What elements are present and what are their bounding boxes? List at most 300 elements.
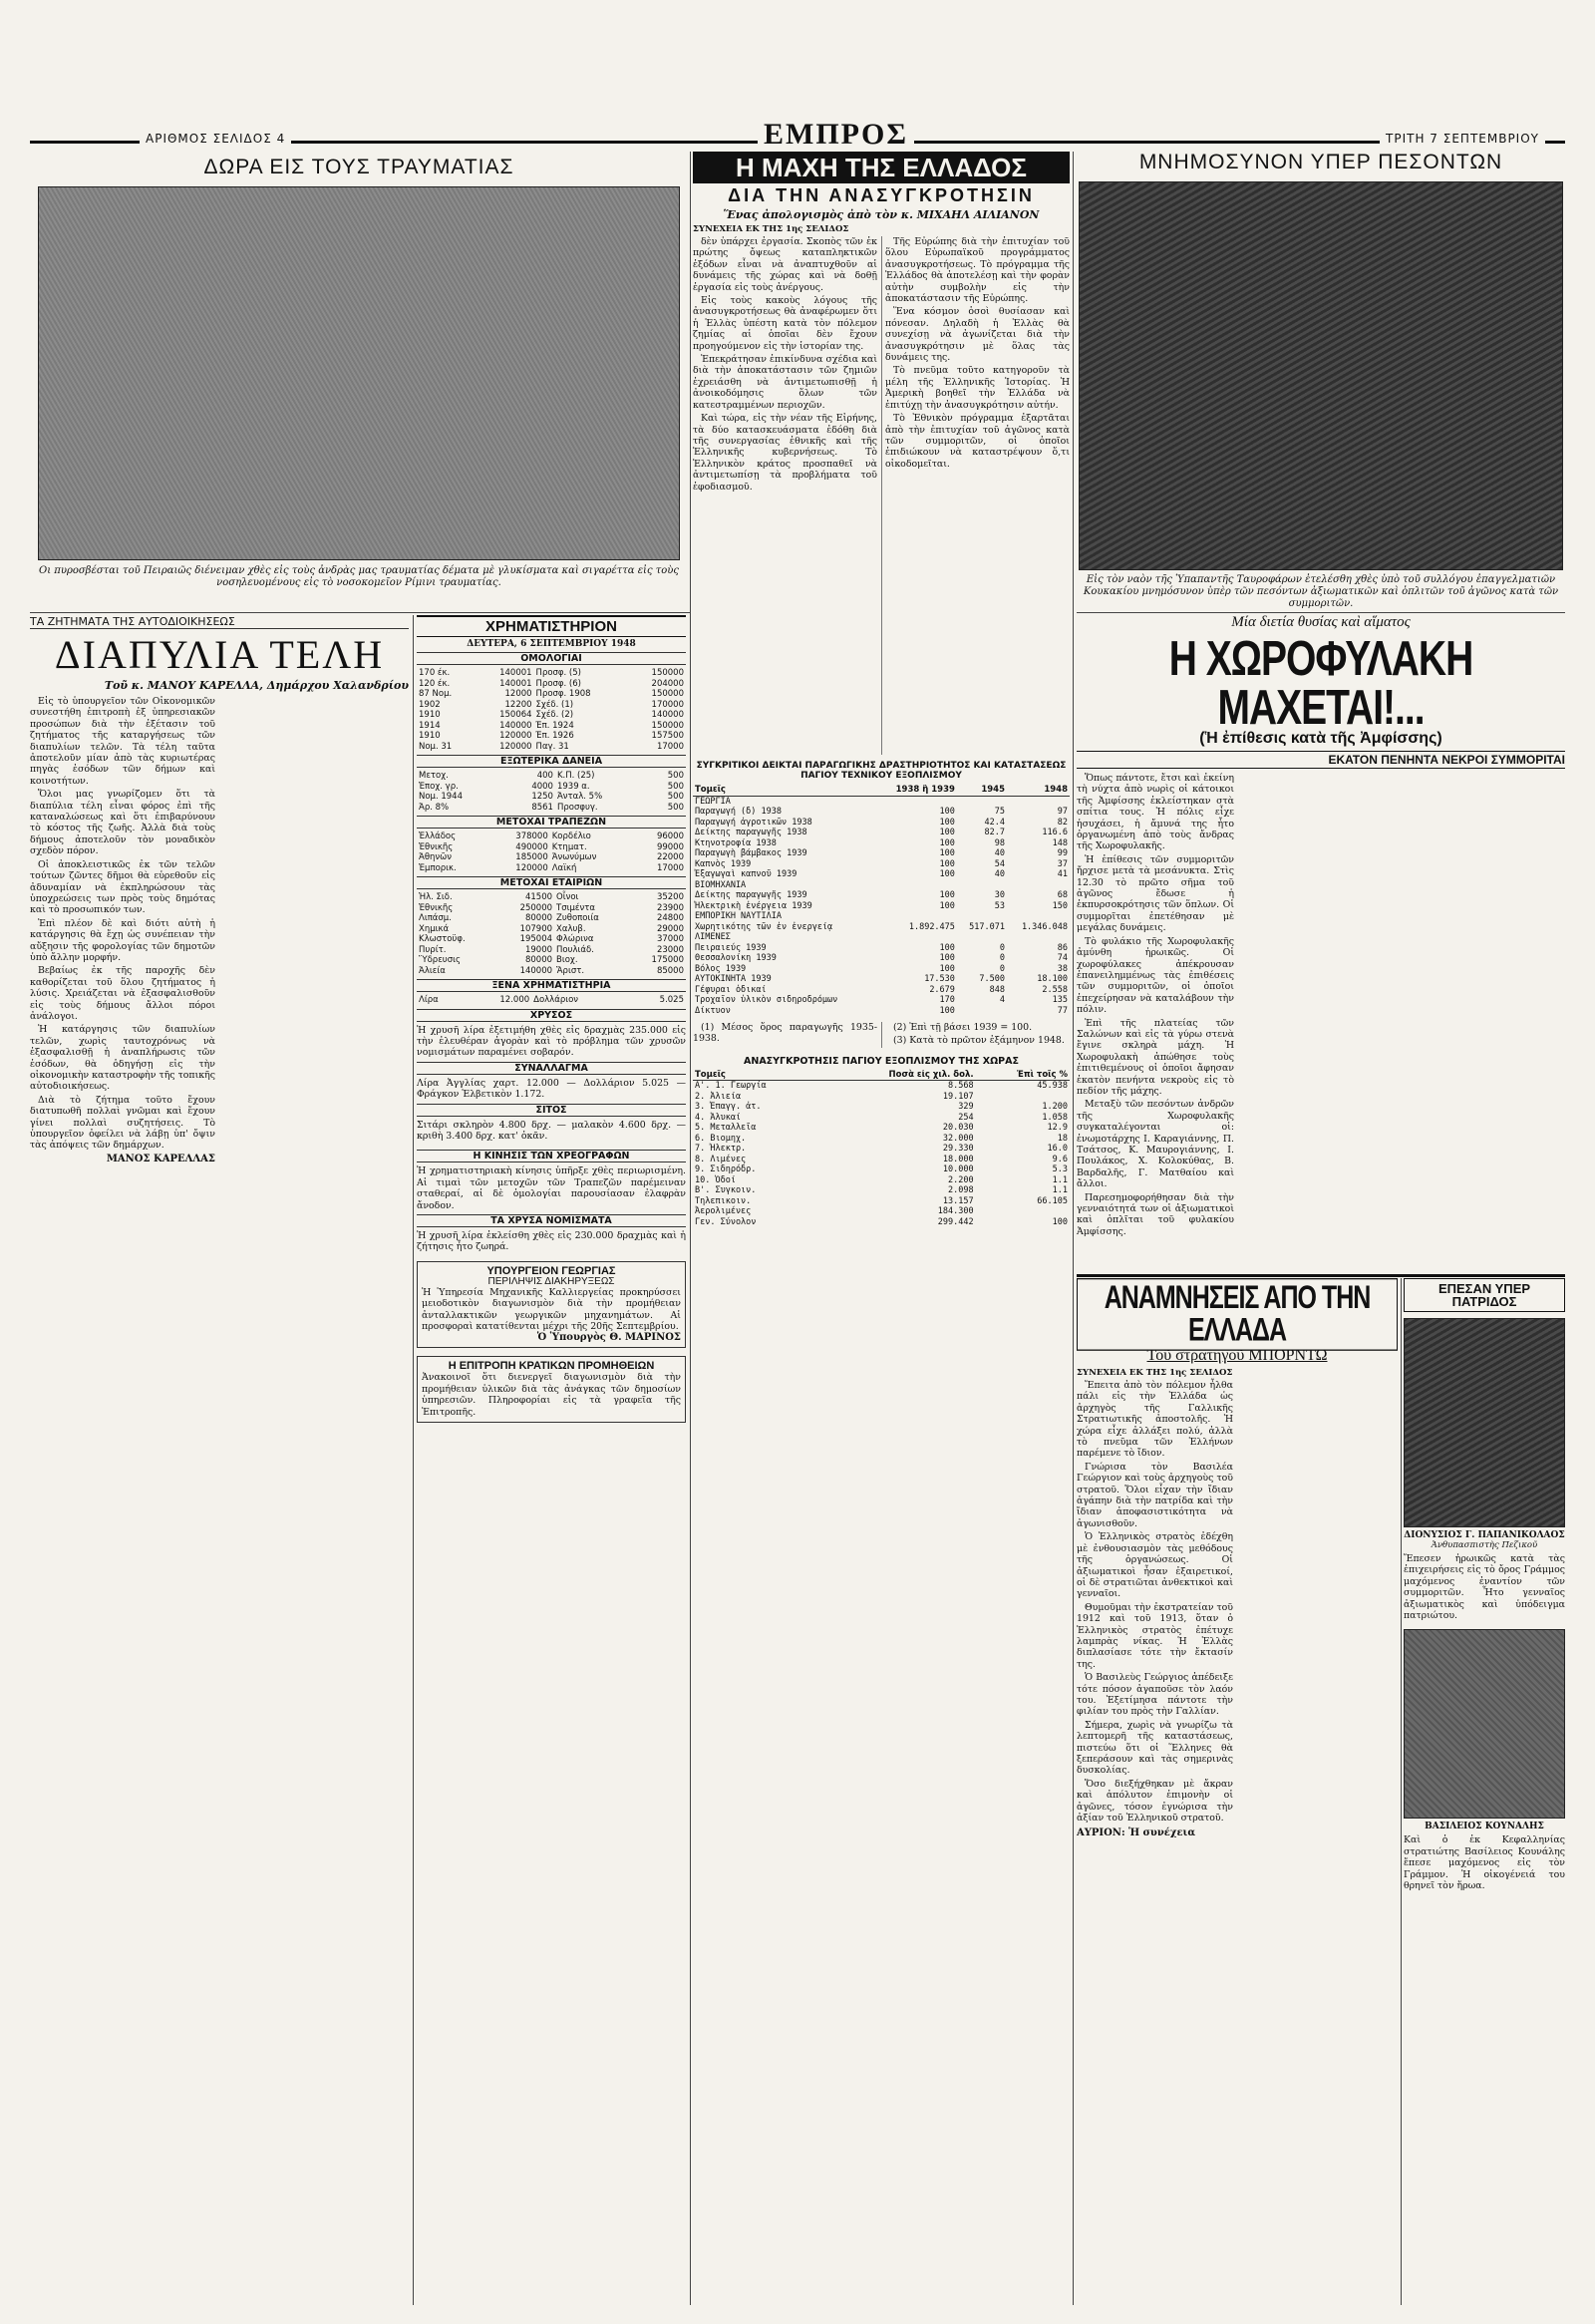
fallen-article bbox=[1404, 1278, 1565, 2305]
stock-cell: 175000 bbox=[651, 955, 684, 965]
battle-table-row bbox=[693, 1006, 1070, 1017]
stock-cell: Ἀνωνύμων bbox=[551, 852, 597, 862]
stock-cell: 204000 bbox=[651, 678, 684, 689]
stock-table bbox=[417, 668, 686, 752]
battle-table bbox=[693, 785, 1070, 1016]
stock-row bbox=[417, 710, 686, 721]
statistics-cell: 8. Λιμένες bbox=[695, 1154, 747, 1164]
stock-cell: 37000 bbox=[656, 934, 684, 944]
statistics-cell: 66.105 bbox=[1037, 1195, 1068, 1206]
statistics-cell bbox=[976, 1092, 1070, 1103]
battle-table-cell: 82 bbox=[1057, 817, 1068, 828]
stock-section-title: ΜΕΤΟΧΑΙ ΤΡΑΠΕΖΩΝ bbox=[417, 816, 686, 829]
battle-table-cell: ΛΙΜΕΝΕΣ bbox=[695, 932, 731, 942]
fees-byline: Τοῦ κ. ΜΑΝΟΥ ΚΑΡΕΛΛΑ, Δημάρχου Χαλανδρίου bbox=[104, 679, 409, 692]
battle-table-cell: Ἠλεκτρικὴ ἐνέργεια 1939 bbox=[695, 900, 812, 911]
battle-table-cell: 18.100 bbox=[1037, 974, 1068, 984]
memories-paragraph: Ὅσο διεξήχθηκαν μὲ ἄκραν καὶ ἀπόλυτον ἐπιμονὴν οἱ ἀγῶνες, τόσον ἐγνώρισα τὴν ἀξίαν τοῦ Ἑλληνικοῦ στρατοῦ. bbox=[1077, 1778, 1233, 1825]
gifts-headline: ΔΩΡΑ ΕΙΣ ΤΟΥΣ ΤΡΑΥΜΑΤΙΑΣ bbox=[203, 157, 514, 178]
statistics-cell: 10. Ὁδοί bbox=[695, 1174, 736, 1185]
stock-cell: 170000 bbox=[651, 699, 684, 710]
stock-date: ΔΕΥΤΕΡΑ, 6 ΣΕΠΤΕΜΒΡΙΟΥ 1948 bbox=[467, 639, 636, 649]
stock-row bbox=[417, 803, 686, 814]
statistics-cell: 184.300 bbox=[937, 1206, 974, 1217]
stock-row bbox=[417, 842, 686, 853]
statistics-cell: 18 bbox=[1057, 1133, 1068, 1144]
battle-table-cell: 54 bbox=[994, 858, 1005, 869]
newspaper-name: ΕΜΠΡΟΣ bbox=[758, 118, 914, 152]
stock-cell: 85000 bbox=[656, 965, 684, 976]
statistics-row bbox=[693, 1155, 1070, 1165]
stock-cell: 23000 bbox=[656, 944, 684, 955]
fallen-text-2: Καὶ ὁ ἐκ Κεφαλληνίας στρατιώτης Βασίλειος Κουνάλης ἔπεσε μαχόμενος εἰς τὸν Γράμμον. Ἡ οἰκογένειά του θρηνεῖ τὸν ἥρωα. bbox=[1404, 1834, 1565, 1892]
statistics-row bbox=[693, 1102, 1070, 1113]
agriculture-sign: Ὁ Ὑπουργὸς Θ. ΜΑΡΙΝΟΣ bbox=[536, 1332, 681, 1344]
battle-table-cell: 68 bbox=[1057, 890, 1068, 900]
exchange-title: ΣΥΝΑΛΛΑΓΜΑ bbox=[417, 1062, 686, 1075]
battle-table-cell: 42.4 bbox=[984, 817, 1005, 828]
stock-cell: 1902 bbox=[419, 699, 441, 710]
battle-table-cell: 170 bbox=[939, 995, 955, 1005]
battle-table-cell: 7.500 bbox=[979, 974, 1005, 984]
battle-table-cell: 100 bbox=[939, 858, 955, 869]
stock-row bbox=[417, 721, 686, 732]
statistics-row bbox=[693, 1217, 1070, 1228]
statistics-header-cell: Ποσὰ εἰς χιλ. δολ. bbox=[822, 1070, 975, 1081]
memories-body bbox=[1077, 1380, 1398, 2297]
stock-cell: Ἐποχ. γρ. bbox=[419, 781, 459, 792]
statistics-cell: Γεν. Σύνολον bbox=[695, 1216, 757, 1227]
battle-table-title: ΣΥΓΚΡΙΤΙΚΟΙ ΔΕΙΚΤΑΙ ΠΑΡΑΓΩΓΙΚΗΣ ΔΡΑΣΤΗΡΙΟΤΗΤΟΣ ΚΑΙ ΚΑΤΑΣΤΑΣΕΩΣ ΠΑΓΙΟΥ ΤΕΧΝΙΚΟΥ ΕΞΟΠΛΙΣΜΟΥ bbox=[696, 761, 1067, 781]
stock-cell: Κλωστοϋφ. bbox=[419, 934, 466, 944]
statistics-row bbox=[693, 1123, 1070, 1134]
section-rule bbox=[30, 612, 690, 613]
column-rule bbox=[413, 615, 414, 2305]
stock-cell: Οἶνοι bbox=[556, 892, 579, 902]
battle-table-row bbox=[693, 974, 1070, 985]
coins-text: Ἡ χρυσῆ λίρα ἐκλείσθη χθὲς εἰς 230.000 δραχμὰς καὶ ἡ ζήτησις ἦτο ζωηρά. bbox=[417, 1229, 686, 1253]
statistics-cell: 7. Ἠλεκτρ. bbox=[695, 1144, 747, 1155]
battle-table-row bbox=[693, 838, 1070, 849]
stock-cell: Λιπάσμ. bbox=[419, 913, 452, 923]
column-rule bbox=[1401, 1278, 1402, 2305]
battle-table-cell bbox=[877, 796, 957, 807]
stock-row bbox=[417, 924, 686, 935]
battle-table-row bbox=[693, 796, 1070, 807]
battle-table-row bbox=[693, 869, 1070, 880]
statistics-cell: 32.000 bbox=[942, 1133, 974, 1144]
battle-table-cell bbox=[957, 1006, 1007, 1017]
memorial-article bbox=[1077, 152, 1565, 610]
stock-cell: Νομ. 31 bbox=[419, 741, 453, 752]
statistics-cell: 6. Βιομηχ. bbox=[695, 1133, 747, 1144]
fallen-portrait-1 bbox=[1404, 1318, 1565, 1527]
battle-article bbox=[693, 152, 1070, 2305]
battle-table-cell: 40 bbox=[994, 848, 1005, 858]
battle-table-row bbox=[693, 964, 1070, 975]
fees-paragraph: Ἐπὶ πλέον δὲ καὶ διότι αὐτὴ ἡ κατάργησις θὰ ἔχῃ ὡς συνέπειαν τὴν αὔξησιν τῆς φορολογίας τῶν δημοτῶν ὑπὸ ἄλλην μορφήν. bbox=[30, 917, 215, 963]
battle-footnote: (3) Κατὰ τὸ πρῶτον ἑξάμηνον 1948. bbox=[893, 1035, 1065, 1047]
battle-table-cell: 0 bbox=[999, 942, 1005, 953]
battle-table-cell: Παραγωγὴ βάμβακος 1939 bbox=[695, 848, 807, 858]
battle-table-row bbox=[693, 901, 1070, 912]
grain-title: ΣΙΤΟΣ bbox=[417, 1104, 686, 1117]
column-rule bbox=[1073, 152, 1074, 2305]
battle-paragraph: Εἰς τοὺς κακοὺς λόγους τῆς ἀνασυγκροτήσεως θὰ ἀναφέρωμεν ὅτι ἡ Ἑλλὰς ὑπέστη κατὰ τὸν πόλεμον ζημίας αἱ ὁποῖαι δὲν ἔχουν προηγούμενον εἰς τὴν ἱστορίαν της. bbox=[693, 295, 877, 352]
battle-table-cell: 100 bbox=[939, 869, 955, 879]
battle-headline: Η ΜΑΧΗ ΤΗΣ ΕΛΛΑΔΟΣ bbox=[693, 152, 1070, 183]
statistics-cell: 3. Ἐπαγγ. ἀτ. bbox=[695, 1102, 762, 1113]
stock-cell: 29000 bbox=[656, 923, 684, 934]
stock-cell: 35200 bbox=[656, 892, 684, 902]
gendarmerie-paragraph: Ἐπὶ τῆς πλατείας τῶν Σαλώνων καὶ εἰς τὰ γύρω στενὰ ἔγινε σκληρὰ μάχη. Ἡ Χωροφυλακὴ ἀπώθησε τοὺς ἐπιτιθεμένους οἱ ὁποῖοι ἄφησαν ἑκατὸν πενήντα νεκροὺς εἰς τὸ πεδίον τῆς μάχης. bbox=[1077, 1017, 1234, 1097]
section-rule bbox=[1077, 1274, 1565, 1277]
battle-table-cell: Δείκτης παραγωγῆς 1939 bbox=[695, 890, 807, 900]
battle-table-cell: Καπνὸς 1939 bbox=[695, 858, 752, 869]
memories-byline: Τοῦ στρατηγοῦ ΜΠΟΡΝΤΩ bbox=[1146, 1347, 1328, 1364]
stock-cell: Ἐμπορικ. bbox=[419, 862, 457, 873]
battle-table-cell: Ἐξαγωγαὶ καπνοῦ 1939 bbox=[695, 869, 798, 879]
battle-table-cell: 2.679 bbox=[929, 984, 955, 995]
battle-table-row bbox=[693, 953, 1070, 964]
stock-cell: Μετοχ. bbox=[419, 771, 449, 781]
stock-cell: 250000 bbox=[519, 902, 553, 913]
stock-cell: Προσφυγ. bbox=[556, 802, 598, 813]
memories-paragraph: Θυμοῦμαι τὴν ἐκστρατείαν τοῦ 1912 καὶ τοῦ 1913, ὅταν ὁ Ἑλληνικὸς στρατὸς ἐπέτυχε λαμπρὰς νίκας. Ἡ Ἑλλὰς διπλασίασε τότε τὴν ἔκτασίν της. bbox=[1077, 1601, 1233, 1670]
stock-cell: Ὕδρευσις bbox=[419, 955, 461, 965]
statistics-row bbox=[693, 1081, 1070, 1092]
fees-paragraph: Οἱ ἀποκλειστικῶς ἐκ τῶν τελῶν τούτων ζῶντες δῆμοι θὰ εὑρεθοῦν εἰς ἀδυναμίαν νὰ ἐκπληρώσουν τὰς ὑποχρεώσεις των πρὸς τοὺς δημότας καὶ τὸ προσωπικόν των. bbox=[30, 858, 215, 916]
statistics-cell: 18.000 bbox=[942, 1154, 974, 1164]
stock-cell: 185000 bbox=[515, 852, 548, 862]
stock-cell: Βιοχ. bbox=[556, 955, 578, 965]
stock-cell: Ἑλλάδος bbox=[419, 831, 457, 841]
battle-table-cell: 100 bbox=[939, 807, 955, 817]
stock-row bbox=[417, 892, 686, 903]
stock-cell: 12000 bbox=[504, 689, 532, 699]
battle-table-cell: 150 bbox=[1052, 900, 1068, 911]
stock-cell: 140001 bbox=[499, 678, 532, 689]
fees-body bbox=[30, 696, 409, 2291]
stock-table bbox=[417, 831, 686, 873]
stock-cell: 107900 bbox=[519, 923, 553, 934]
stock-cell: 400 bbox=[536, 771, 553, 781]
battle-continued: ΣΥΝΕΧΕΙΑ ΕΚ ΤΗΣ 1ης ΣΕΛΙΔΟΣ bbox=[693, 224, 849, 234]
stock-cell: 17000 bbox=[656, 741, 684, 752]
statistics-cell: 19.107 bbox=[942, 1091, 974, 1102]
statistics-cell: 10.000 bbox=[942, 1164, 974, 1175]
stock-cell: 120 έκ. bbox=[419, 678, 451, 689]
stock-cell: 500 bbox=[667, 792, 684, 802]
gendarmerie-paragraph: Παρεσημοφορήθησαν διὰ τὴν γενναιότητά των οἱ ἀξιωματικοὶ καὶ ὁπλῖται τοῦ φυλακίου Ἀμφίσσης. bbox=[1077, 1191, 1234, 1237]
battle-table-cell: 100 bbox=[939, 817, 955, 828]
stock-cell: Ἐθνικῆς bbox=[419, 841, 454, 852]
battle-table-cell: Τροχαῖον ὑλικὸν σιδηροδρόμων bbox=[695, 995, 838, 1005]
gendarmerie-paragraph: Ἡ ἐπίθεσις τῶν συμμοριτῶν ἤρχισε μετὰ τὰ μεσάνυκτα. Στὶς 12.30 τὸ πρῶτο σῆμα τοῦ ἀγῶνος ἔδωσε ἡ ἐκπυρσοκρότησις τῶν ὅπλων. Οἱ συμμορῖται ἐπετέθησαν μὲ μεγάλας δυνάμεις. bbox=[1077, 853, 1234, 934]
battle-table-cell: 1.892.475 bbox=[908, 921, 955, 932]
battle-table-row bbox=[693, 807, 1070, 818]
stock-cell: Πουλιάδ. bbox=[556, 944, 594, 955]
stock-row bbox=[417, 934, 686, 945]
battle-table-cell: Δείκτης παραγωγῆς 1938 bbox=[695, 828, 807, 837]
market-title: Η ΚΙΝΗΣΙΣ ΤΩΝ ΧΡΕΟΓΡΑΦΩΝ bbox=[417, 1150, 686, 1162]
battle-table-cell: ΓΕΩΡΓΙΑ bbox=[695, 796, 731, 807]
fees-signature: ΜΑΝΟΣ ΚΑΡΕΛΛΑΣ bbox=[106, 1153, 215, 1164]
battle-table-cell: 848 bbox=[989, 984, 1005, 995]
battle-table-cell: 41 bbox=[1057, 869, 1068, 879]
stock-cell: Λίρα bbox=[419, 995, 439, 1005]
gendarmerie-paragraph: Μεταξὺ τῶν πεσόντων ἀνδρῶν τῆς Χωροφυλακῆς συγκαταλέγονται οἱ: ἐνωμοτάρχης Ι. Καραγιάννης, Π. Τσάτσος, Κ. Μαυρογιάννης, Ι. Πουλάκος, Χ. Κολοκύθας, Β. Βαρδαλῆς, Γ. Ματθαίου καὶ ἄλλοι. bbox=[1077, 1099, 1234, 1190]
battle-table-cell: 135 bbox=[1052, 995, 1068, 1005]
battle-table-cell bbox=[1007, 880, 1070, 891]
stock-row bbox=[417, 668, 686, 679]
battle-table-cell: 148 bbox=[1052, 837, 1068, 848]
procurement-text: Ἀνακοινοῖ ὅτι διενεργεῖ διαγωνισμὸν διὰ τὴν προμήθειαν ὑλικῶν διὰ τὰς ἀνάγκας τῶν δημοσίων ὑπηρεσιῶν. Πληροφορίαι εἰς τὰ γραφεῖα τῆς Ἐπιτροπῆς. bbox=[422, 1372, 681, 1418]
stock-cell: 490000 bbox=[515, 841, 548, 852]
battle-table-row bbox=[693, 995, 1070, 1006]
stock-cell: 120000 bbox=[499, 741, 532, 752]
fallen-name-2: ΒΑΣΙΛΕΙΟΣ ΚΟΥΝΑΛΗΣ bbox=[1425, 1822, 1544, 1832]
battle-table-cell: 116.6 bbox=[1042, 828, 1068, 837]
fees-paragraph: Ἡ κατάργησις τῶν διαπυλίων τελῶν, χωρὶς ταυτοχρόνως νὰ ἐξασφαλισθῇ ἡ ἀναπλήρωσις τῶν ἐσόδων, θὰ ὁδηγήσῃ εἰς τὴν οἰκονομικὴν καταστροφὴν τῆς τοπικῆς αὐτοδιοικήσεως. bbox=[30, 1024, 215, 1093]
battle-table-cell: 40 bbox=[994, 869, 1005, 879]
stock-row bbox=[417, 831, 686, 842]
gendarmerie-banner: ΕΚΑΤΟΝ ΠΕΝΗΝΤΑ ΝΕΚΡΟΙ ΣΥΜΜΟΡΙΤΑΙ bbox=[1077, 751, 1565, 769]
battle-table-cell bbox=[1007, 796, 1070, 807]
agriculture-sub: ΠΕΡΙΛΗΨΙΣ ΔΙΑΚΗΡΥΞΕΩΣ bbox=[487, 1275, 615, 1287]
memories-article bbox=[1077, 1278, 1398, 2305]
memories-next: ΑΥΡΙΟΝ: Ἡ συνέχεια bbox=[1077, 1827, 1196, 1839]
battle-table-header-cell: 1948 bbox=[1007, 785, 1070, 796]
stock-cell: 24800 bbox=[656, 913, 684, 923]
statistics-row bbox=[693, 1175, 1070, 1186]
battle-table-row bbox=[693, 985, 1070, 996]
stock-cell: Προσφ. 1908 bbox=[535, 689, 591, 699]
battle-table-cell: 100 bbox=[939, 963, 955, 974]
stock-cell: 17000 bbox=[656, 862, 684, 873]
battle-paragraph: Ἕνα κόσμον ὁσοὶ θυσίασαν καὶ πόνεσαν. Δηλαδὴ ἡ Ἑλλὰς θὰ συνεχίσῃ νὰ ἀγωνίζεται διὰ τὴν ἀνασυγκρότησιν μὲ ὅλας τὰς δυνάμεις της. bbox=[885, 306, 1070, 364]
statistics-cell: 29.330 bbox=[942, 1144, 974, 1155]
stock-cell: Ἄριστ. bbox=[556, 965, 585, 976]
fees-paragraph: Βεβαίως ἐκ τῆς παροχῆς δὲν καθορίζεται τοῦ ὅλου ζητήματος ἡ λύσις. Χρειάζεται νὰ ἐξασφαλισθοῦν εἰς τοὺς δήμους ἄλλοι πόροι ἀνάλογοι. bbox=[30, 965, 215, 1022]
statistics-cell: 16.0 bbox=[1047, 1144, 1068, 1155]
statistics-cell: 4. Ἁλυκαί bbox=[695, 1112, 742, 1123]
stock-cell: Ἀθηνῶν bbox=[419, 852, 453, 862]
battle-table-cell: 77 bbox=[1057, 1005, 1068, 1016]
stock-cell: 140000 bbox=[499, 720, 532, 731]
battle-table-cell: Βόλος 1939 bbox=[695, 963, 747, 974]
fees-paragraph: Ὅλοι μας γνωρίζομεν ὅτι τὰ διαπύλια τέλη εἶναι φόρος ἐπὶ τῆς καταναλώσεως καὶ ὅτι ἐπιβαρύνουν τὸ κόστος τῆς ζωῆς. Ἀλλὰ διὰ τοὺς δήμους ἀποτελοῦν τὸν μοναδικὸν σχεδὸν πόρον. bbox=[30, 789, 215, 857]
issue-date: ΤΡΙΤΗ 7 ΣΕΠΤΕΜΒΡΙΟΥ bbox=[1380, 132, 1545, 146]
stock-cell: 195004 bbox=[519, 934, 553, 944]
agriculture-title: ΥΠΟΥΡΓΕΙΟΝ ΓΕΩΡΓΙΑΣ bbox=[486, 1264, 616, 1277]
stock-cell: 4000 bbox=[531, 781, 553, 792]
gendarmerie-article bbox=[1077, 615, 1565, 1273]
battle-paragraph: δὲν ὑπάρχει ἐργασία. Σκοπὸς τῶν ἐκ πρώτης ὄψεως καταπληκτικῶν ἐξόδων εἶναι νὰ ἀναπτυχθοῦν αἱ δυνάμεις τῆς χώρας καὶ νὰ δοθῇ ἐργασία εἰς τοὺς ἀνέργους. bbox=[693, 236, 877, 293]
battle-paragraph: Καὶ τώρα, εἰς τὴν νέαν τῆς Εἰρήνης, τὰ δύο κατασκευάσματα ἐδόθη διὰ τῆς συνεργασίας ἐθνικῆς καὶ τῆς Ἑλληνικῆς κυβερνήσεως. Τὸ Ἑλληνικὸν κράτος προσπαθεῖ νὰ ἀντιμετωπίσῃ τὰ προβλήματα τοῦ ἐφοδιασμοῦ. bbox=[693, 413, 877, 493]
stock-cell: Δολλάριον bbox=[533, 995, 579, 1005]
statistics-header-cell: Τομεῖς bbox=[693, 1070, 822, 1081]
stock-cell: 19000 bbox=[524, 944, 553, 955]
statistics-cell: 8.568 bbox=[947, 1081, 974, 1092]
stock-row bbox=[417, 852, 686, 863]
statistics-cell: 1.1 bbox=[1052, 1174, 1068, 1185]
statistics-cell: 299.442 bbox=[937, 1216, 974, 1227]
battle-table-cell bbox=[1007, 911, 1070, 922]
battle-table-header-cell: 1945 bbox=[957, 785, 1007, 796]
memorial-photo bbox=[1079, 181, 1563, 570]
battle-table-cell: 98 bbox=[994, 837, 1005, 848]
stock-cell: Ἀρ. 8% bbox=[419, 802, 450, 813]
exchange-text: Λίρα Ἀγγλίας χαρτ. 12.000 — Δολλάριον 5.025 — Φράγκον Ἑλβετικὸν 1.172. bbox=[417, 1077, 686, 1101]
gendarmerie-body bbox=[1077, 773, 1565, 1273]
stock-cell: 1250 bbox=[531, 792, 553, 802]
statistics-cell: Β'. Συγκοιν. bbox=[695, 1185, 757, 1196]
battle-table-cell bbox=[957, 911, 1007, 922]
battle-paragraph: Τὸ Ἐθνικὸν πρόγραμμα ἐξαρτᾶται ἀπὸ τὴν ἐπιτυχίαν τοῦ ἀγῶνος κατὰ τῶν συμμοριτῶν, οἱ ὁποῖοι ἐπιδιώκουν νὰ καταστρέψουν ὅ,τι οἰκοδομεῖται. bbox=[885, 413, 1070, 470]
stock-table bbox=[417, 771, 686, 813]
stock-cell: 87 Νομ. bbox=[419, 689, 453, 699]
memories-headline: ΑΝΑΜΝΗΣΕΙΣ ΑΠΟ ΤΗΝ ΕΛΛΑΔΑ bbox=[1077, 1278, 1398, 1351]
battle-table-cell: Πειραιεύς 1939 bbox=[695, 942, 767, 953]
statistics-cell: 5. Μεταλλεῖα bbox=[695, 1123, 757, 1134]
battle-table-cell: 30 bbox=[994, 890, 1005, 900]
page-number: ΑΡΙΘΜΟΣ ΣΕΛΙΔΟΣ 4 bbox=[140, 132, 291, 146]
battle-table-cell: Δίκτυον bbox=[695, 1005, 731, 1016]
stock-row bbox=[417, 731, 686, 742]
stock-row bbox=[417, 945, 686, 956]
statistics-cell: 1.1 bbox=[1052, 1185, 1068, 1196]
stock-cell: 12200 bbox=[504, 699, 532, 710]
stock-cell: Σχέδ. (1) bbox=[535, 699, 574, 710]
stock-cell: 120000 bbox=[515, 862, 548, 873]
stock-cell: 1914 bbox=[419, 720, 441, 731]
statistics-cell: 5.3 bbox=[1052, 1164, 1068, 1175]
gifts-caption: Οι πυροσβέσται τοῦ Πειραιῶς διένειμαν χθὲς εἰς τοὺς ἀνδρὰς μας τραυματίας δέματα μὲ γλυκίσματα καὶ σιγαρέττα εἰς τοὺς νοσηλευομένους εἰς τὸ νοσοκομεῖον Ρίμινι τραυματίας. bbox=[39, 565, 679, 588]
coins-title: ΤΑ ΧΡΥΣΑ ΝΟΜΙΣΜΑΤΑ bbox=[417, 1214, 686, 1227]
stock-cell: 150064 bbox=[499, 710, 532, 720]
battle-table-cell: Χωρητικότης τῶν ἐν ἐνεργείᾳ bbox=[695, 921, 833, 932]
stock-cell: 1910 bbox=[419, 731, 441, 741]
stock-section-title: ΟΜΟΛΟΓΙΑΙ bbox=[417, 652, 686, 665]
battle-table-cell: 75 bbox=[994, 807, 1005, 817]
gendarmerie-headline: Η ΧΩΡΟΦΥΛΑΚΗ ΜΑΧΕΤΑΙ!... bbox=[1168, 632, 1473, 735]
battle-table-row bbox=[693, 859, 1070, 870]
stock-row bbox=[417, 700, 686, 711]
battle-paragraph: Τὸ πνεῦμα τοῦτο κατηγοροῦν τὰ μέλη τῆς Ἑλληνικῆς Ἱστορίας. Ἡ Ἀμερικὴ βοηθεῖ τὴν Ἑλλάδα νὰ ἐπιτύχῃ τὴν ἀνασυγκρότησιν αὐτήν. bbox=[885, 365, 1070, 411]
battle-table-row bbox=[693, 890, 1070, 901]
column-rule bbox=[690, 152, 691, 2305]
stock-row bbox=[417, 966, 686, 977]
battle-table-cell: 100 bbox=[939, 900, 955, 911]
stock-cell: 120000 bbox=[499, 731, 532, 741]
battle-table-header-cell: 1938 ἢ 1939 bbox=[877, 785, 957, 796]
battle-footnote: (2) Ἐπὶ τῇ βάσει 1939 = 100. bbox=[893, 1022, 1033, 1033]
battle-table-cell: 37 bbox=[1057, 858, 1068, 869]
stock-cell: 80000 bbox=[524, 913, 553, 923]
statistics-row bbox=[693, 1113, 1070, 1124]
stock-row bbox=[417, 913, 686, 924]
statistics-cell bbox=[976, 1206, 1070, 1217]
memories-continued: ΣΥΝΕΧΕΙΑ ΕΚ ΤΗΣ 1ης ΣΕΛΙΔΟΣ bbox=[1077, 1368, 1233, 1378]
stock-cell: 140001 bbox=[499, 668, 532, 678]
battle-table-header bbox=[693, 785, 1070, 796]
statistics-cell: 2.098 bbox=[947, 1185, 974, 1196]
stock-cell: Λαϊκή bbox=[551, 862, 577, 873]
battle-table-cell: 100 bbox=[939, 890, 955, 900]
memories-paragraph: Ὁ Βασιλεὺς Γεώργιος ἀπέδειξε τότε πόσον ἀγαποῦσε τὸν λαόν του. Ἐξετίμησα πάντοτε τὴν φιλίαν του πρὸς τὴν Γαλλίαν. bbox=[1077, 1672, 1233, 1718]
statistics-cell: 329 bbox=[958, 1102, 974, 1113]
stock-cell: 150000 bbox=[651, 668, 684, 678]
memories-paragraph: Ἔπειτα ἀπὸ τὸν πόλεμον ἦλθα πάλι εἰς τὴν Ἑλλάδα ὡς ἀρχηγὸς τῆς Γαλλικῆς Στρατιωτικῆς ἀποστολῆς. Ἡ χώρα εἶχε ἀλλάξει πολύ, ἀλλὰ τὸ πνεῦμα τῶν Ἑλλήνων παρέμενε τὸ ἴδιον. bbox=[1077, 1380, 1233, 1460]
memories-paragraph: Ὁ Ἑλληνικὸς στρατὸς ἐδέχθη μὲ ἐνθουσιασμὸν τὰς μεθόδους τῆς ὀργανώσεως. Οἱ ἀξιωματικοὶ ἦσαν ἐξαιρετικοί, οἱ δὲ στρατιῶται ἀνθεκτικοὶ καὶ γενναῖοι. bbox=[1077, 1531, 1233, 1600]
statistics-cell: Ἀερολιμένες bbox=[695, 1206, 752, 1217]
stock-cell: Προσφ. (5) bbox=[535, 668, 581, 678]
stock-title: ΧΡΗΜΑΤΙΣΤΗΡΙΟΝ bbox=[417, 615, 686, 637]
stock-cell: 140000 bbox=[519, 965, 553, 976]
fees-headline: ΔΙΑΠΥΛΙΑ ΤΕΛΗ bbox=[54, 632, 385, 677]
stock-table bbox=[417, 892, 686, 976]
stock-row bbox=[417, 792, 686, 803]
battle-table-cell: 4 bbox=[999, 995, 1005, 1005]
stock-cell: 1910 bbox=[419, 710, 441, 720]
gendarmerie-paragraph: Ὅπως πάντοτε, ἔτσι καὶ ἐκείνη τὴ νύχτα ἀπὸ νωρὶς οἱ κάτοικοι τῆς Ἀμφίσσης ἐκλείστηκαν στὰ σπίτια τους. Ἡ πόλις εἶχε ἡσυχάσει, ἡ ἄμυνά της ἦτο ὀργανωμένη ἀπὸ τοὺς ἄνδρας τῆς Χωροφυλακῆς. bbox=[1077, 773, 1234, 852]
stock-cell: 5.025 bbox=[659, 995, 684, 1005]
battle-table-header-cell: Τομεῖς bbox=[693, 785, 877, 796]
statistics-row bbox=[693, 1196, 1070, 1207]
statistics-row bbox=[693, 1185, 1070, 1196]
stock-cell: 12.000 bbox=[499, 995, 530, 1005]
statistics-cell: Α'. 1. Γεωργία bbox=[695, 1081, 767, 1092]
stock-cell: Ἐπ. 1926 bbox=[535, 731, 574, 741]
battle-table-cell bbox=[957, 796, 1007, 807]
procurement-title: Η ΕΠΙΤΡΟΠΗ ΚΡΑΤΙΚΩΝ ΠΡΟΜΗΘΕΙΩΝ bbox=[448, 1360, 655, 1373]
battle-table-cell bbox=[1007, 932, 1070, 943]
stock-cell: 1939 α. bbox=[556, 781, 590, 792]
battle-footnote: (1) Μέσος ὅρος παραγωγῆς 1935-1938. bbox=[693, 1022, 877, 1045]
masthead bbox=[30, 118, 1565, 151]
battle-body bbox=[693, 236, 1070, 755]
battle-table-cell: 74 bbox=[1057, 953, 1068, 963]
agriculture-notice bbox=[417, 1261, 686, 1349]
stock-cell: Προσφ. (6) bbox=[535, 678, 581, 689]
battle-table-row bbox=[693, 818, 1070, 829]
stock-column bbox=[417, 615, 686, 2305]
stock-row bbox=[417, 679, 686, 690]
statistics-cell: 9. Σιδηρόδρ. bbox=[695, 1164, 757, 1175]
gifts-photo bbox=[38, 186, 680, 560]
battle-table-cell bbox=[877, 932, 957, 943]
battle-table-cell: 99 bbox=[1057, 848, 1068, 858]
stock-section-title: ΞΕΝΑ ΧΡΗΜΑΤΙΣΤΗΡΙΑ bbox=[417, 979, 686, 992]
statistics-cell: 12.9 bbox=[1047, 1123, 1068, 1134]
stock-cell: 170 έκ. bbox=[419, 668, 451, 678]
fallen-text-1: Ἔπεσεν ἡρωικῶς κατὰ τὰς ἐπιχειρήσεις εἰς τὸ ὄρος Γράμμος μαχόμενος ἐναντίον τῶν συμμοριτῶν. Ἦτο γενναῖος ἀξιωματικὸς καὶ ὑπόδειγμα πατριώτου. bbox=[1404, 1553, 1565, 1622]
stock-row bbox=[417, 771, 686, 782]
battle-table-cell bbox=[877, 880, 957, 891]
memorial-caption: Εἰς τὸν ναὸν τῆς Ὑπαπαντῆς Ταυροφάρων ἐτελέσθη χθὲς ὑπὸ τοῦ συλλόγου ἐπαγγελματιῶν Κουκακίου μνημόσυνον ὑπὲρ τῶν πεσόντων ἀξιωματικῶν καὶ ὁπλιτῶν τοῦ ἀγῶνος κατὰ τῶν συμμοριτῶν. bbox=[1083, 574, 1559, 609]
battle-table-cell: 97 bbox=[1057, 807, 1068, 817]
battle-paragraph: Τῆς Εὐρώπης διὰ τὴν ἐπιτυχίαν τοῦ ὅλου Εὐρωπαϊκοῦ προγράμματος ἀνασυγκροτήσεως. Τὸ πρόγραμμα τῆς Ἑλλάδος θὰ ἀποτελέσῃ καὶ τὴν φορὰν αὐτὴν συμβολὴν εἰς τὴν ἀποκατάστασιν τῆς Εὐρώπης. bbox=[885, 236, 1070, 305]
statistics-cell: 9.6 bbox=[1052, 1154, 1068, 1164]
stock-cell: Ἐθνικῆς bbox=[419, 902, 454, 913]
stock-section-title: ΜΕΤΟΧΑΙ ΕΤΑΙΡΙΩΝ bbox=[417, 876, 686, 889]
stock-cell: 500 bbox=[667, 781, 684, 792]
statistics-title: ΑΝΑΣΥΓΚΡΟΤΗΣΙΣ ΠΑΓΙΟΥ ΕΞΟΠΛΙΣΜΟΥ ΤΗΣ ΧΩΡΑΣ bbox=[744, 1055, 1019, 1067]
market-text: Ἡ χρηματιστηριακὴ κίνησις ὑπῆρξε χθὲς περιωρισμένη. Αἱ τιμαὶ τῶν μετοχῶν τῶν Τραπεζῶν παρέμειναν σταθεραί, αἱ δὲ ὁμολογίαι παρουσίασαν ἐλαφρὰν ἄνοδον. bbox=[417, 1165, 686, 1211]
statistics-cell: 13.157 bbox=[942, 1195, 974, 1206]
stock-cell: 150000 bbox=[651, 689, 684, 699]
